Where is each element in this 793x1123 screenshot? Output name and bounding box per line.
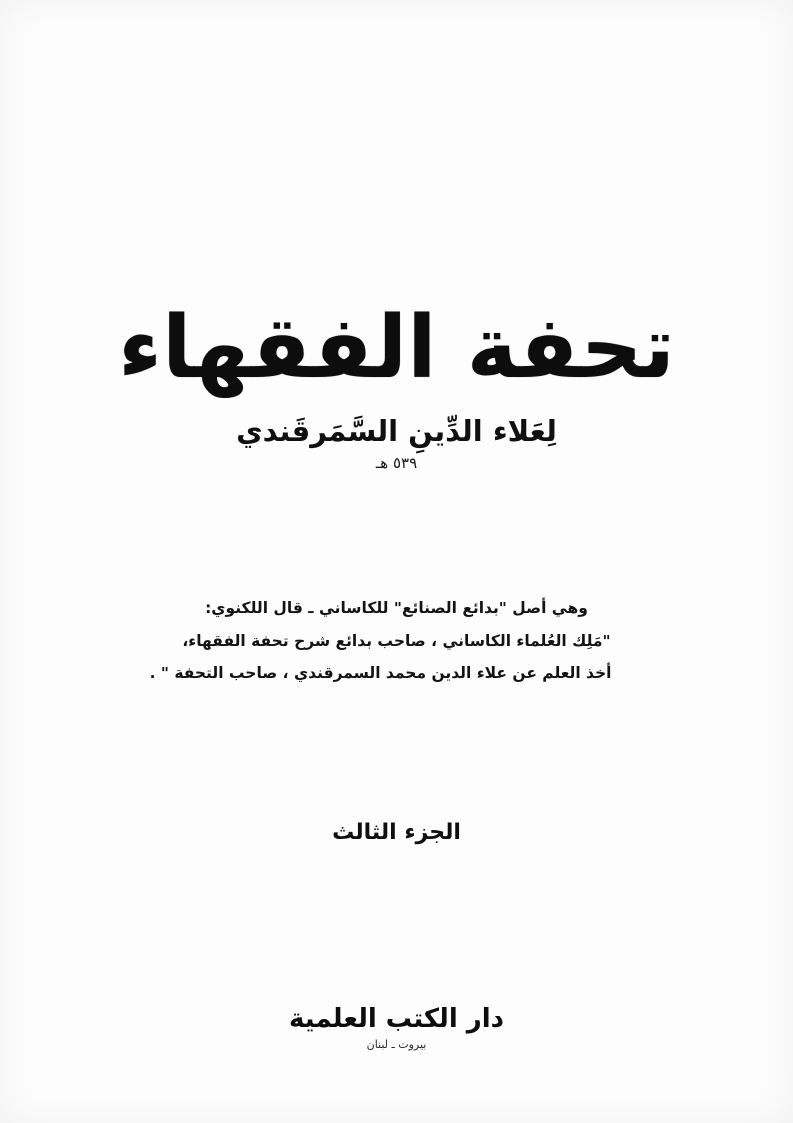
publisher-place: بيروت ـ لبنان [366,1038,427,1051]
quote-line: "مَلِك العُلماء الكاساني ، صاحب بدائع شرح تحفة الفقهاء، [182,631,611,650]
volume-label: الجزء الثالث [332,819,461,845]
publisher-block [0,1004,793,1051]
author-death-year: ٥٣٩ هـ [375,454,418,473]
quote-line: أخذ العلم عن علاء الدين محمد السمرقندي ، صاحب التحفة " . [149,664,612,683]
quote-block [149,592,612,690]
author-name: لِعَلاء الدِّينِ السَّمَرقَندي [236,414,557,449]
publisher-name: دار الكتب العلمية [288,1004,505,1034]
title-block [0,300,793,472]
page-title: تحفة الفقهاء [118,298,675,398]
quote-line: وهي أصل "بدائع الصنائع" للكاساني ـ قال اللكنوي: [205,599,588,618]
